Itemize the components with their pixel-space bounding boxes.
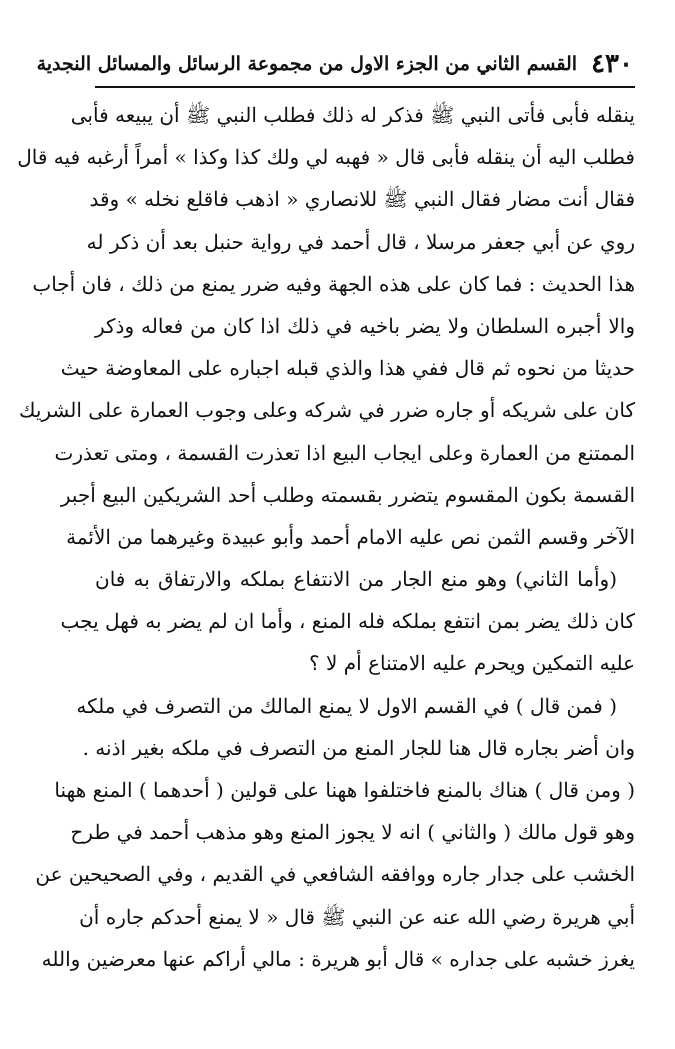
text-line: كان ذلك يضر بمن انتفع بملكه فله المنع ، وأما ان لم يضر به فهل يجب xyxy=(60,609,635,634)
text-line: ( ومن قال ) هناك بالمنع فاختلفوا ههنا على قولين ( أحدهما ) المنع ههنا xyxy=(54,778,635,802)
body-text xyxy=(17,94,635,980)
text-line: الخشب على جدار جاره ووافقه الشافعي في القديم ، وفي الصحيحين عن xyxy=(35,862,635,887)
text-line: ينقله فأبى فأتى النبي ﷺ فذكر له ذلك فطلب النبي ﷺ أن يبيعه فأبى xyxy=(70,103,635,127)
text-line: الآخر وقسم الثمن نص عليه الامام أحمد وأبو عبيدة وغيرهما من الأئمة xyxy=(66,524,635,549)
text-line: روي عن أبي جعفر مرسلا ، قال أحمد في رواية حنبل بعد أن ذكر له xyxy=(86,229,635,254)
text-line: عليه التمكين ويحرم عليه الامتناع أم لا ؟ xyxy=(309,651,635,676)
header-rule xyxy=(95,86,635,88)
text-line: أبي هريرة رضي الله عنه عن النبي ﷺ قال « لا يمنع أحدكم جاره أن xyxy=(79,904,635,929)
text-line: القسمة بكون المقسوم يتضرر بقسمته وطلب أحد الشريكين البيع أجبر xyxy=(60,482,635,507)
text-line: وان أضر بجاره قال هنا للجار المنع من التصرف في ملكه بغير اذنه . xyxy=(82,735,635,760)
text-line: يغرز خشبه على جداره » قال أبو هريرة : مالي أراكم عنها معرضين والله xyxy=(41,946,635,971)
page-header xyxy=(36,42,633,86)
text-line: كان على شريكه أو جاره ضرر في شركه وعلى وجوب العمارة على الشريك xyxy=(18,398,635,423)
text-line: (وأما الثاني) وهو منع الجار من الانتفاع بملكه والارتفاق به فان xyxy=(95,567,618,592)
text-line: فقال أنت مضار فقال النبي ﷺ للانصاري « اذهب فاقلع نخله » وقد xyxy=(89,187,635,212)
text-line: وهو قول مالك ( والثاني ) انه لا يجوز المنع وهو مذهب أحمد في طرح xyxy=(70,820,635,845)
text-line: ( فمن قال ) في القسم الاول لا يمنع المالك من التصرف في ملكه xyxy=(76,693,617,718)
page-number: ٤٣٠ xyxy=(591,49,633,79)
text-line: هذا الحديث : فما كان على هذه الجهة وفيه ضرر يمنع من ذلك ، فان أجاب xyxy=(32,271,635,296)
text-line: فطلب اليه أن ينقله فأبى قال « فهبه لي ولك كذا وكذا » أمراً أرغبه فيه قال xyxy=(17,145,635,170)
text-line: والا أجبره السلطان ولا يضر باخيه في ذلك اذا كان من فعاله وذكر xyxy=(95,313,635,338)
text-line: حديثا من نحوه ثم قال ففي هذا والذي قبله اجباره على المعاوضة حيث xyxy=(60,356,635,381)
text-line: الممتنع من العمارة وعلى ايجاب البيع اذا تعذرت القسمة ، ومتى تعذرت xyxy=(54,440,635,465)
running-title: القسم الثاني من الجزء الاول من مجموعة الرسائل والمسائل النجدية xyxy=(36,53,578,75)
